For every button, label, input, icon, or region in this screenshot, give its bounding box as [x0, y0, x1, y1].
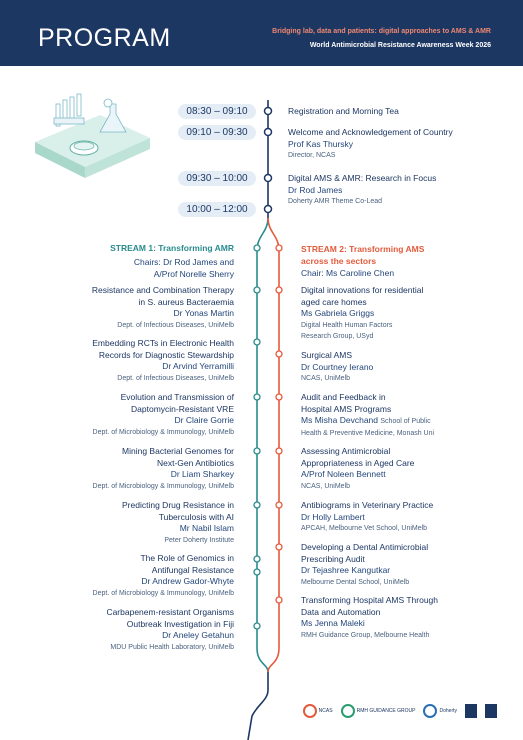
speaker-affiliation: Doherty AMR Theme Co-Lead — [288, 198, 383, 205]
talk-title: Surgical AMS — [301, 350, 353, 360]
talk-title: Assessing Antimicrobial — [301, 446, 391, 456]
crest-icon — [485, 704, 497, 718]
speaker-name: Dr Claire Gorrie — [174, 415, 234, 425]
speaker-affiliation: Digital Health Human Factors — [301, 321, 393, 329]
speaker-affiliation: Dept. of Microbiology & Immunology, UniMelb — [92, 589, 234, 597]
talk-title: Antifungal Resistance — [151, 564, 234, 575]
talk-title: Next-Gen Antibiotics — [156, 457, 234, 468]
rmh-icon — [341, 704, 355, 718]
ncas-icon — [303, 704, 317, 718]
stream2-talk — [301, 595, 438, 641]
stream1-chairs — [134, 256, 234, 280]
talk-title: Carbapenem-resistant Organisms — [106, 607, 234, 617]
speaker-name: Prof Kas Thursky — [288, 139, 354, 149]
talk-title: Predicting Drug Resistance in — [122, 500, 234, 510]
speaker-affiliation: APCAH, Melbourne Vet School, UniMelb — [301, 525, 428, 532]
stream-title-line: STREAM 2: Transforming AMS — [301, 244, 425, 254]
stream1-talk — [92, 285, 234, 331]
speaker-affiliation: Dept. of Microbiology & Immunology, UniMelb — [92, 482, 234, 490]
talk-title: Transforming Hospital AMS Through — [301, 595, 439, 605]
event-name: World Antimicrobial Resistance Awareness Week 2026 — [309, 42, 491, 49]
talk-title: in S. aureus Bacteraemia — [138, 296, 234, 307]
stream2-talk — [301, 285, 423, 343]
lab-illustration-icon — [35, 94, 150, 178]
ncas-logo: NCAS — [303, 704, 333, 718]
speaker-affiliation: Director, NCAS — [288, 152, 336, 159]
crest-icon — [465, 704, 477, 718]
session-title: Welcome and Acknowledgement of Country — [288, 127, 453, 137]
time-pill: 10:00 – 12:00 — [178, 202, 256, 217]
speaker-affiliation: Dept. of Microbiology & Immunology, UniMelb — [92, 428, 234, 436]
stream1-talk — [106, 607, 234, 653]
speaker-affiliation: Peter Doherty Institute — [164, 536, 234, 544]
doherty-logo: Doherty — [423, 704, 457, 718]
talk-title: Daptomycin-Resistant VRE — [131, 403, 234, 414]
speaker-name: Dr Courtney Ierano — [301, 361, 374, 372]
page-title: PROGRAM — [38, 24, 171, 52]
speaker-affiliation: Research Group, USyd — [301, 333, 374, 340]
talk-title: Appropriateness in Aged Care — [301, 457, 415, 468]
stream1-title: STREAM 1: Transforming AMR — [110, 243, 234, 253]
university-crest-logo — [465, 704, 477, 718]
speaker-name: Dr Rod James — [288, 185, 343, 195]
stream1-talk — [93, 446, 234, 492]
sponsor-logos — [303, 700, 497, 722]
plenary-item — [288, 105, 399, 117]
stream1-talk — [93, 553, 234, 599]
speaker-line — [301, 415, 434, 428]
talk-title: Mining Bacterial Genomes for — [122, 446, 234, 456]
talk-title: Tuberculosis with AI — [158, 511, 234, 522]
talk-title: aged care homes — [301, 296, 367, 307]
stream2-talk — [301, 500, 433, 535]
talk-title: Hospital AMS Programs — [301, 403, 392, 414]
session-title: Digital AMS & AMR: Research in Focus — [288, 173, 437, 183]
speaker-name: Dr Aneley Getahun — [162, 630, 234, 640]
speaker-affiliation: NCAS, UniMelb — [301, 482, 351, 490]
speaker-name: Ms Jenna Maleki — [301, 618, 365, 628]
speaker-affiliation: Melbourne Dental School, UniMelb — [301, 578, 410, 586]
speaker-affiliation: Dept. of Infectious Diseases, UniMelb — [117, 374, 234, 382]
doherty-icon — [423, 704, 437, 718]
talk-title: Resistance and Combination Therapy — [91, 285, 234, 295]
speaker-name: A/Prof Noleen Bennett — [301, 469, 386, 479]
plenary-item — [288, 126, 453, 162]
event-theme: Bridging lab, data and patients: digital approaches to AMS & AMR — [272, 28, 491, 35]
speaker-affiliation: Health & Preventive Medicine, Monash Uni — [301, 429, 435, 437]
talk-title: Evolution and Transmission of — [120, 392, 234, 402]
talk-title: Digital innovations for residential — [301, 285, 424, 295]
speaker-name: Ms Misha Devchand — [301, 415, 379, 425]
stream2-talk — [301, 446, 414, 492]
stream2-talk — [301, 392, 434, 439]
talk-title: Data and Automation — [301, 606, 381, 617]
talk-title: Prescribing Audit — [301, 553, 365, 564]
speaker-affiliation: RMH Guidance Group, Melbourne Health — [301, 631, 430, 639]
speaker-affiliation: Dept. of Infectious Diseases, UniMelb — [117, 321, 234, 329]
speaker-affiliation: MDU Public Health Laboratory, UniMelb — [110, 643, 234, 651]
stream2-chair: Chair: Ms Caroline Chen — [301, 268, 395, 278]
speaker-name: Dr Tejashree Kangutkar — [301, 565, 391, 575]
talk-title: The Role of Genomics in — [140, 553, 234, 563]
speaker-affiliation: School of Public — [380, 418, 431, 425]
speaker-name: Dr Yonas Martin — [173, 308, 234, 318]
session-title: Registration and Morning Tea — [288, 106, 399, 116]
talk-title: Outbreak Investigation in Fiji — [126, 618, 234, 629]
speaker-affiliation: NCAS, UniMelb — [301, 375, 351, 382]
stream1-talk — [92, 338, 234, 384]
talk-title: Antibiograms in Veterinary Practice — [301, 500, 434, 510]
talk-title: Embedding RCTs in Electronic Health — [92, 338, 234, 348]
speaker-name: Mr Nabil Islam — [179, 523, 234, 533]
speaker-name: Dr Andrew Gador-Whyte — [141, 576, 234, 586]
stream1-talk — [93, 392, 234, 438]
speaker-name: Dr Liam Sharkey — [170, 469, 234, 479]
speaker-name: Dr Holly Lambert — [301, 511, 365, 522]
plenary-item — [288, 172, 436, 208]
time-pill: 09:10 – 09:30 — [178, 125, 256, 140]
speaker-name: Dr Arvind Yerramilli — [162, 361, 234, 371]
talk-title: Developing a Dental Antimicrobial — [301, 542, 429, 552]
stream1-talk — [122, 500, 234, 546]
chairs-line: A/Prof Norelle Sherry — [153, 269, 234, 279]
talk-title: Records for Diagnostic Stewardship — [98, 349, 234, 360]
time-pill: 08:30 – 09:10 — [178, 104, 256, 119]
partner-crest-logo — [485, 704, 497, 718]
speaker-name: Ms Gabriela Griggs — [301, 308, 375, 318]
stream-title-line: across the sectors — [301, 256, 377, 266]
time-pill: 09:30 – 10:00 — [178, 171, 256, 186]
rmh-logo: RMH GUIDANCE GROUP — [341, 704, 416, 718]
talk-title: Audit and Feedback in — [301, 392, 386, 402]
stream2-talk — [301, 542, 428, 588]
chairs-line: Chairs: Dr Rod James and — [133, 257, 234, 267]
stream2-title — [301, 243, 424, 267]
stream2-talk — [301, 350, 373, 385]
